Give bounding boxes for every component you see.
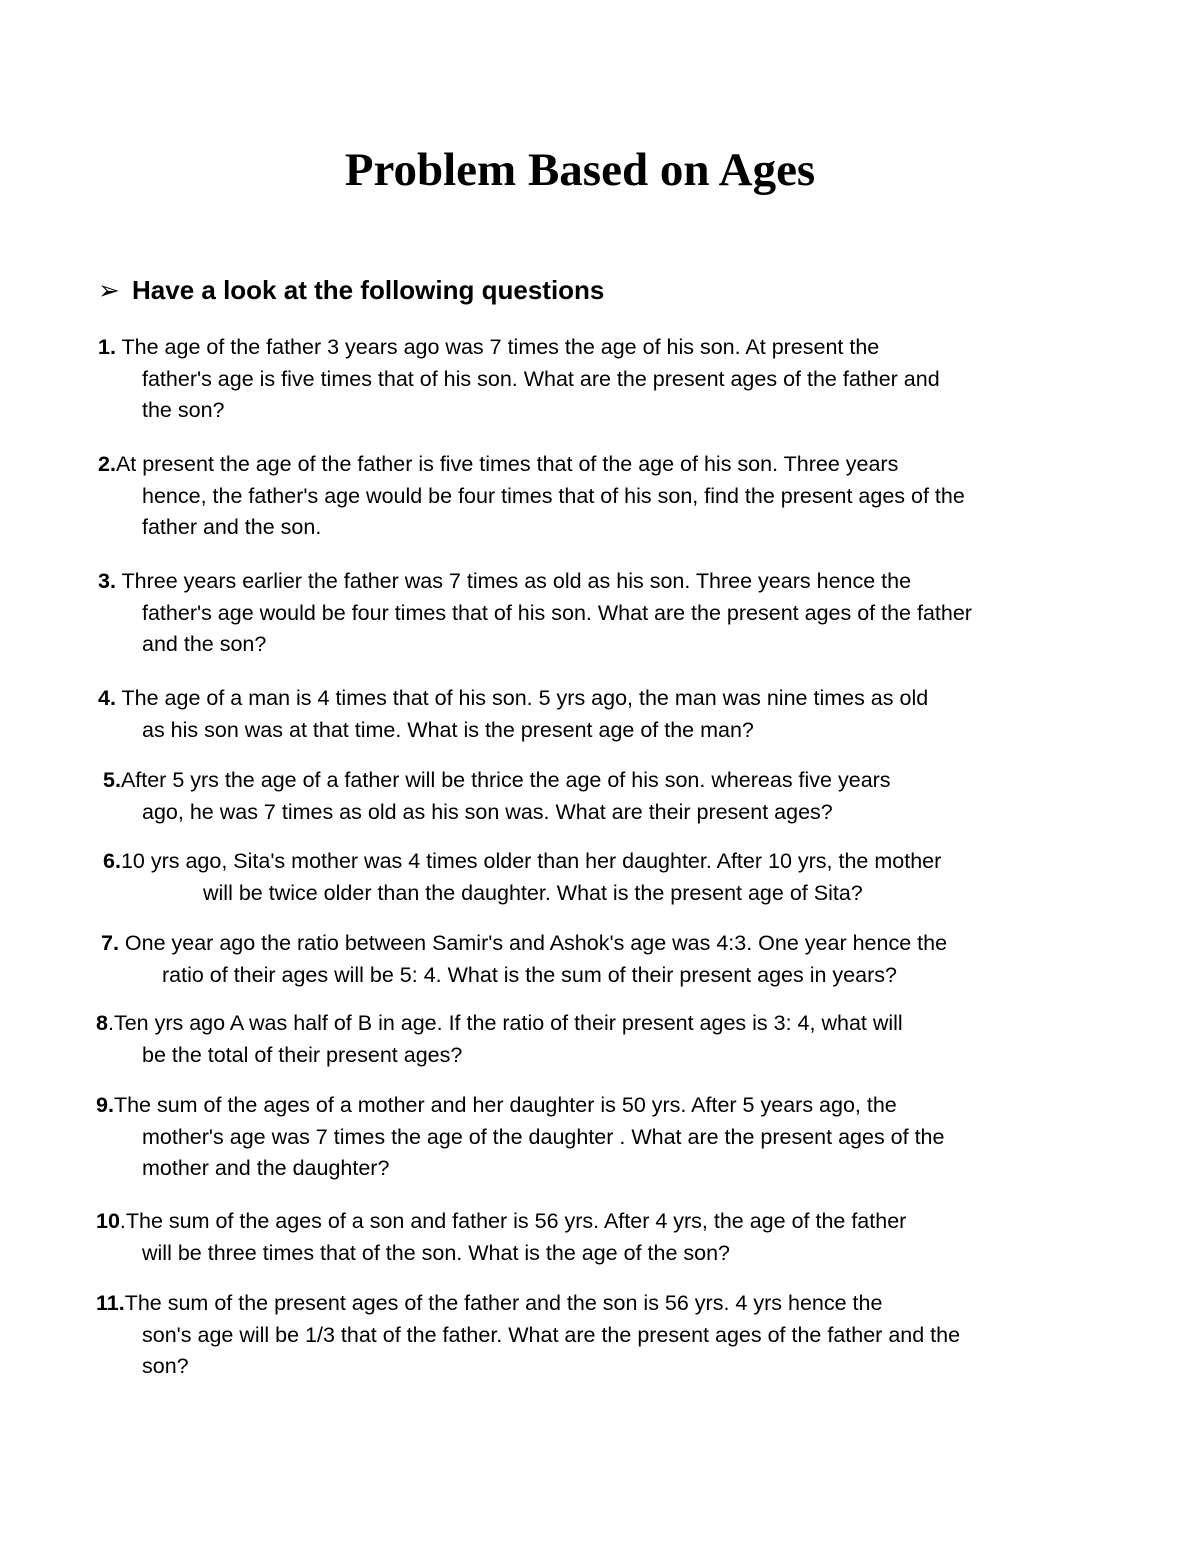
question-number: 6. xyxy=(103,849,121,873)
question-continuation-line: mother's age was 7 times the age of the daughter . What are the present ages of the xyxy=(142,1124,945,1149)
section-heading-text: Have a look at the following questions xyxy=(132,275,605,305)
question-3 xyxy=(98,566,972,661)
question-first-line xyxy=(96,1090,944,1122)
question-continuation-line: will be twice older than the daughter. What is the present age of Sita? xyxy=(203,880,863,905)
question-number: 9. xyxy=(96,1093,114,1117)
question-6 xyxy=(103,846,941,909)
question-number: 11. xyxy=(96,1291,125,1315)
question-text: .Ten yrs ago A was half of B in age. If the ratio of their present ages is 3: 4, what will xyxy=(107,1011,903,1035)
question-text: After 5 yrs the age of a father will be thrice the age of his son. whereas five years xyxy=(120,768,891,792)
question-first-line xyxy=(103,846,941,878)
question-number: 10 xyxy=(96,1209,120,1233)
question-continuation-line: father and the son. xyxy=(142,515,322,539)
question-number: 2. xyxy=(98,452,116,476)
question-8 xyxy=(96,1008,903,1071)
question-text: The sum of the ages of a mother and her daughter is 50 yrs. After 5 years ago, the xyxy=(113,1093,897,1117)
question-continuation-line: will be three times that of the son. What is the age of the son? xyxy=(142,1240,730,1265)
question-text: The age of a man is 4 times that of his son. 5 yrs ago, the man was nine times as old xyxy=(115,686,929,710)
question-2 xyxy=(98,449,965,544)
question-number: 7. xyxy=(101,931,119,955)
question-first-line xyxy=(98,566,972,598)
question-text: Three years earlier the father was 7 times as old as his son. Three years hence the xyxy=(115,569,912,593)
question-continuation-line: mother and the daughter? xyxy=(142,1156,390,1180)
arrow-bullet-icon: ➢ xyxy=(98,275,120,305)
question-first-line xyxy=(101,928,947,960)
question-text: The sum of the present ages of the father and the son is 56 yrs. 4 yrs hence the xyxy=(124,1291,883,1315)
question-text: The age of the father 3 years ago was 7 times the age of his son. At present the xyxy=(115,335,880,359)
question-continuation-line: ago, he was 7 times as old as his son was. What are their present ages? xyxy=(142,799,833,824)
question-first-line xyxy=(98,683,928,715)
question-number: 3. xyxy=(98,569,116,593)
question-continuation-line: hence, the father's age would be four times that of his son, find the present ages of the xyxy=(142,483,965,508)
question-continuation-line: be the total of their present ages? xyxy=(142,1042,463,1067)
question-7 xyxy=(101,928,947,991)
question-number: 1. xyxy=(98,335,116,359)
question-text: One year ago the ratio between Samir's and Ashok's age was 4:3. One year hence the xyxy=(118,931,948,955)
question-continuation-line: father's age is five times that of his son. What are the present ages of the father and xyxy=(142,366,940,391)
question-11 xyxy=(96,1288,960,1383)
question-text: 10 yrs ago, Sita's mother was 4 times older than her daughter. After 10 yrs, the mother xyxy=(120,849,942,873)
question-continuation-line: father's age would be four times that of his son. What are the present ages of the father xyxy=(142,600,972,625)
question-first-line xyxy=(96,1206,906,1238)
question-first-line xyxy=(96,1288,960,1320)
question-first-line xyxy=(96,1008,903,1040)
question-number: 5. xyxy=(103,768,121,792)
question-10 xyxy=(96,1206,906,1269)
question-first-line xyxy=(98,449,965,481)
question-text: At present the age of the father is five times that of the age of his son. Three years xyxy=(115,452,899,476)
question-continuation-line: the son? xyxy=(142,398,225,422)
question-9 xyxy=(96,1090,944,1185)
page-title: Problem Based on Ages xyxy=(344,144,816,196)
question-continuation-line: ratio of their ages will be 5: 4. What is the sum of their present ages in years? xyxy=(162,962,897,987)
question-continuation-line: and the son? xyxy=(142,632,267,656)
question-number: 4. xyxy=(98,686,116,710)
question-4 xyxy=(98,683,928,746)
question-number: 8 xyxy=(96,1011,108,1035)
question-text: .The sum of the ages of a son and father is 56 yrs. After 4 yrs, the age of the father xyxy=(119,1209,907,1233)
question-continuation-line: son's age will be 1/3 that of the father. What are the present ages of the father and the xyxy=(142,1322,961,1347)
question-5 xyxy=(103,765,891,828)
question-first-line xyxy=(98,332,940,364)
question-continuation-line: as his son was at that time. What is the present age of the man? xyxy=(142,717,754,742)
question-first-line xyxy=(103,765,891,797)
question-continuation-line: son? xyxy=(142,1354,189,1378)
question-1 xyxy=(98,332,940,427)
